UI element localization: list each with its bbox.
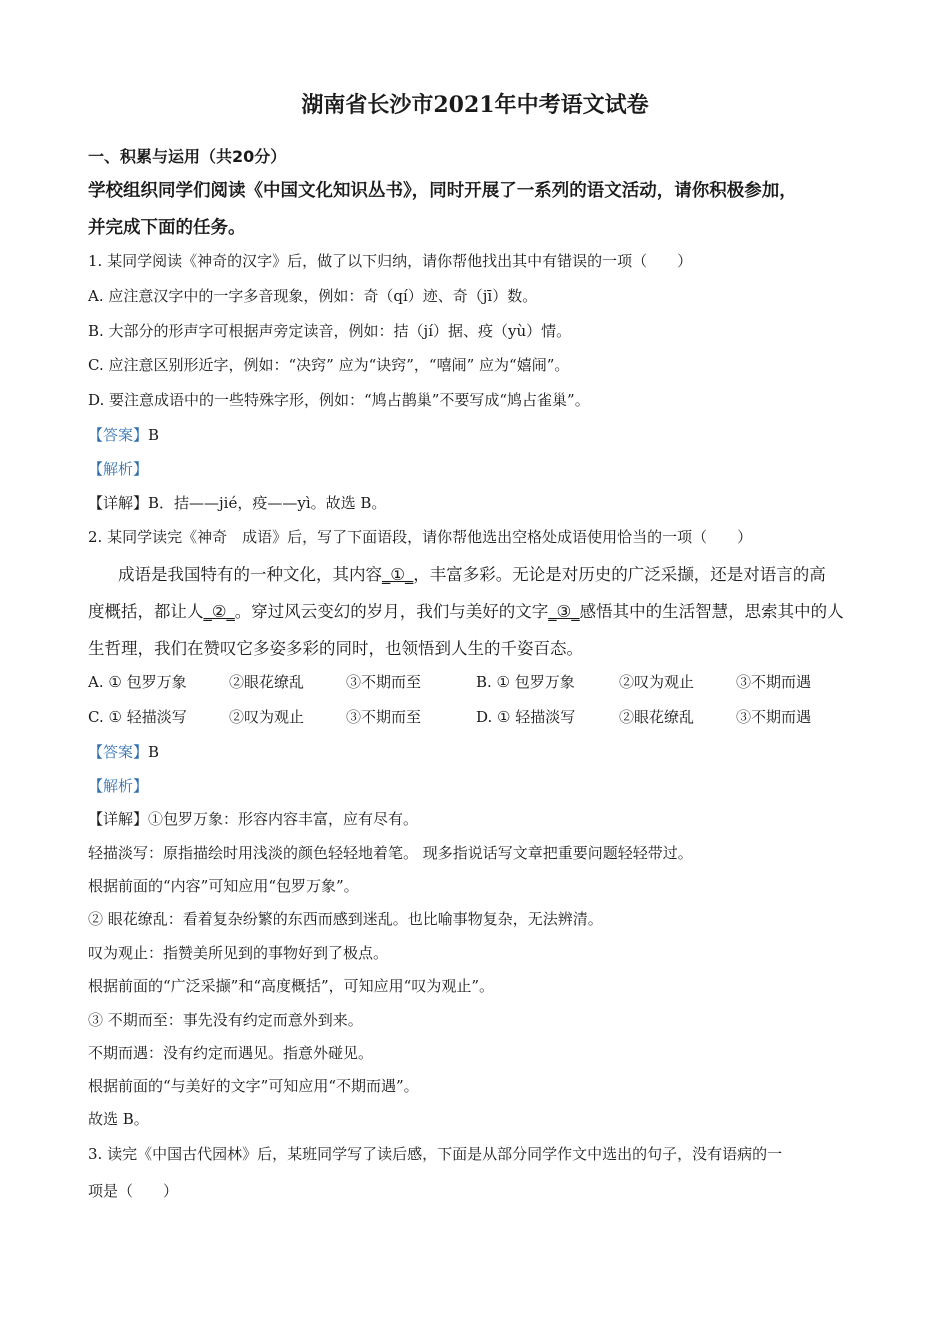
- blank-2: _②_: [203, 602, 235, 621]
- q2-option-a-3: ③不期而至: [346, 673, 422, 691]
- answer-value: B: [148, 426, 160, 444]
- q2-option-c: C. ① 轻描淡写: [88, 708, 187, 726]
- q2-passage-line-1: 成语是我国特有的一种文化，其内容_①_，丰富多彩。无论是对历史的广泛采撷，还是对语言的高: [118, 565, 826, 584]
- answer-tag: 【答案】: [88, 743, 149, 761]
- q2-detail-2: 轻描淡写：原指描绘时用浅淡的颜色轻轻地着笔。 现多指说话写文章把重要问题轻轻带过。: [88, 844, 693, 862]
- q2-detail-3: 根据前面的“内容”可知应用“包罗万象”。: [88, 877, 359, 895]
- q2-answer: [88, 741, 159, 762]
- section-intro-line-1: 学校组织同学们阅读《中国文化知识丛书》，同时开展了一系列的语文活动，请你积极参加，: [88, 181, 797, 201]
- q1-stem: 1. 某同学阅读《神奇的汉字》后，做了以下归纳，请你帮他找出其中有错误的一项（ ）: [88, 252, 693, 270]
- q2-option-b-3: ③不期而遇: [736, 673, 812, 691]
- blank-3: _③_: [548, 602, 580, 621]
- q2-detail-1: 【详解】①包罗万象：形容内容丰富，应有尽有。: [88, 810, 419, 828]
- q1-option-d: D. 要注意成语中的一些特殊字形，例如：“鸠占鹊巢”不要写成“鸠占雀巢”。: [88, 391, 590, 409]
- blank-1: _①_: [382, 565, 414, 584]
- q1-option-b: B. 大部分的形声字可根据声旁定读音，例如：拮（jí）据、疫（yù）情。: [88, 322, 572, 340]
- q2-option-a: A. ① 包罗万象: [88, 673, 187, 691]
- q2-option-d: D. ① 轻描淡写: [476, 708, 576, 726]
- answer-tag: 【答案】: [88, 426, 149, 444]
- q2-detail-9: 根据前面的“与美好的文字”可知应用“不期而遇”。: [88, 1077, 419, 1095]
- q2-passage-line-2: 度概括，都让人_②_。穿过风云变幻的岁月，我们与美好的文字_③_感悟其中的生活智慧，思索其中的人: [88, 602, 844, 621]
- q2-detail-8: 不期而遇：没有约定而遇见。指意外碰见。: [88, 1044, 374, 1062]
- q1-detail: 【详解】B．拮——jié，疫——yì。故选 B。: [88, 494, 387, 512]
- q1-answer: [88, 424, 159, 445]
- q3-stem-line-1: 3. 读完《中国古代园林》后，某班同学写了读后感，下面是从部分同学作文中选出的句子，没有语病的一: [88, 1145, 783, 1163]
- page-title: 湖南省长沙市2021年中考语文试卷: [301, 92, 649, 118]
- q2-detail-5: 叹为观止：指赞美所见到的事物好到了极点。: [88, 944, 389, 962]
- section-intro-line-2: 并完成下面的任务。: [88, 218, 246, 238]
- q2-analysis-tag: 【解析】: [88, 777, 149, 795]
- q2-option-d-3: ③不期而遇: [736, 708, 812, 726]
- section-heading: 一、积累与运用（共20分）: [88, 147, 287, 166]
- q2-option-a-2: ②眼花缭乱: [229, 673, 305, 691]
- q1-option-c: C. 应注意区别形近字，例如：“决窍” 应为“诀窍”，“嘻闹” 应为“嬉闹”。: [88, 356, 570, 374]
- q2-option-d-2: ②眼花缭乱: [619, 708, 695, 726]
- q2-detail-6: 根据前面的“广泛采撷”和“高度概括”，可知应用“叹为观止”。: [88, 977, 495, 995]
- q3-stem-line-2: 项是（ ）: [88, 1182, 179, 1200]
- q2-option-c-3: ③不期而至: [346, 708, 422, 726]
- q2-detail-4: ② 眼花缭乱：看着复杂纷繁的东西而感到迷乱。也比喻事物复杂，无法辨清。: [88, 910, 603, 928]
- q2-detail-10: 故选 B。: [88, 1110, 149, 1128]
- q2-detail-7: ③ 不期而至：事先没有约定而意外到来。: [88, 1011, 363, 1029]
- q2-option-b-2: ②叹为观止: [619, 673, 695, 691]
- q2-option-c-2: ②叹为观止: [229, 708, 305, 726]
- q2-option-b: B. ① 包罗万象: [476, 673, 575, 691]
- answer-value: B: [148, 743, 160, 761]
- q1-option-a: A. 应注意汉字中的一字多音现象，例如：奇（qí）迹、奇（jī）数。: [88, 287, 538, 305]
- q2-stem: 2. 某同学读完《神奇 成语》后，写了下面语段，请你帮他选出空格处成语使用恰当的一项（ ）: [88, 528, 753, 546]
- q1-analysis-tag: 【解析】: [88, 460, 149, 478]
- q2-passage-line-3: 生哲理，我们在赞叹它多姿多彩的同时，也领悟到人生的千姿百态。: [88, 639, 583, 658]
